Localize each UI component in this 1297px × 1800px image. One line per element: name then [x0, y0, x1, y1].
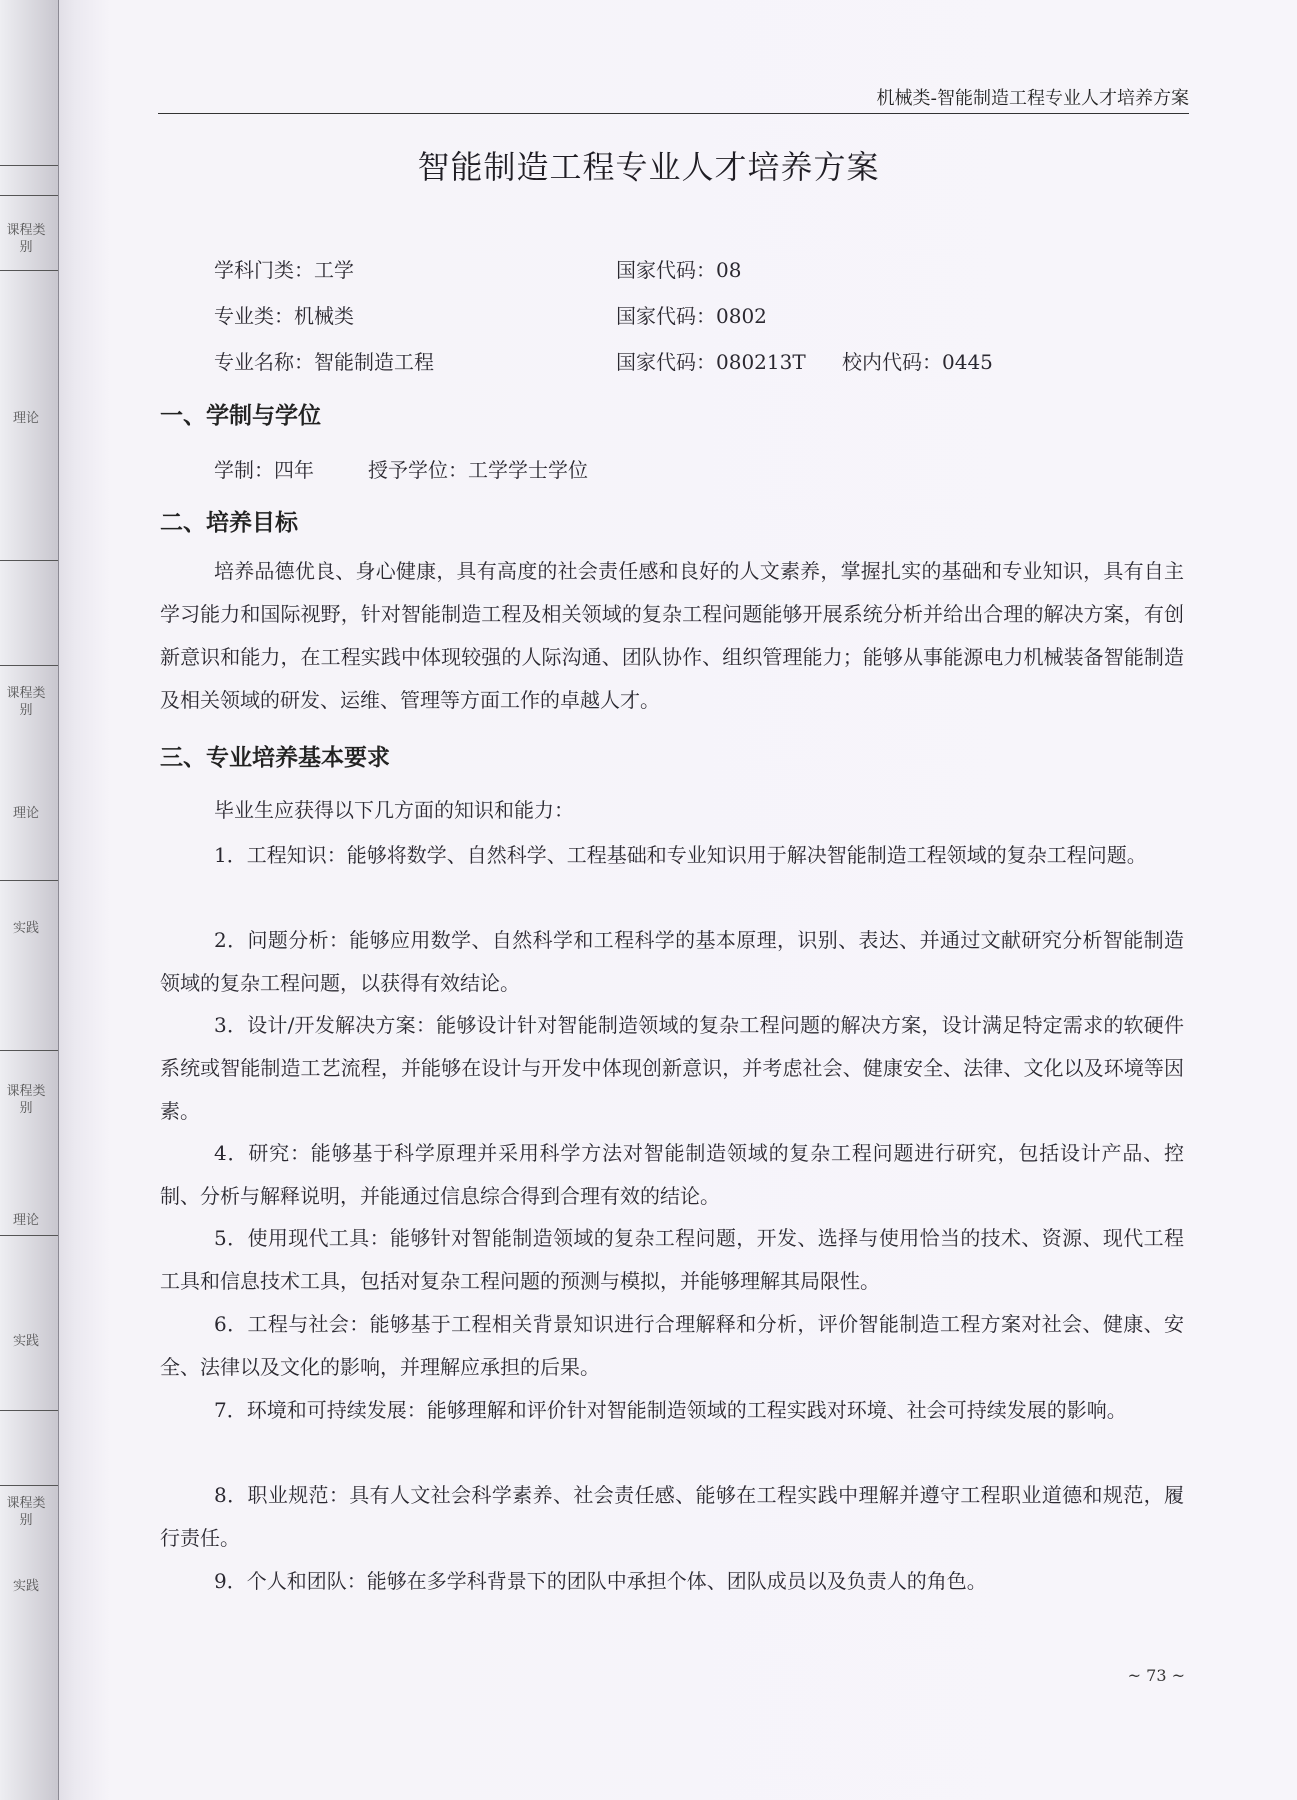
major-name: 专业名称：智能制造工程 [214, 350, 434, 374]
requirement-item: 1．工程知识：能够将数学、自然科学、工程基础和专业知识用于解决智能制造工程领域的复杂工程问题。 [214, 843, 1147, 867]
discipline-code: 国家代码：08 [616, 258, 742, 282]
requirement-item: 5．使用现代工具：能够针对智能制造领域的复杂工程问题，开发、选择与使用恰当的技术、资源、现代工程工具和信息技术工具，包括对复杂工程问题的预测与模拟，并能够理解其局限性。 [160, 1226, 1184, 1293]
binding-spine [0, 0, 59, 1800]
spine-tag: 课程类别 [6, 1084, 46, 1116]
requirement-item: 6．工程与社会：能够基于工程相关背景知识进行合理解释和分析，评价智能制造工程方案对社会、健康、安全、法律以及文化的影响，并理解应承担的后果。 [160, 1312, 1184, 1379]
spine-tag: 课程类别 [6, 1496, 46, 1528]
spine-tag: 理论 [12, 1213, 39, 1228]
discipline: 学科门类：工学 [214, 258, 354, 282]
major-class-code: 国家代码：0802 [616, 304, 767, 328]
spine-tag: 实践 [12, 921, 39, 936]
school-code: 校内代码：0445 [842, 350, 993, 374]
header-rule [158, 113, 1189, 114]
section-heading: 一、学制与学位 [160, 403, 321, 429]
degree: 授予学位：工学学士学位 [368, 458, 588, 482]
spine-tag: 理论 [12, 806, 39, 821]
requirement-item: 9．个人和团队：能够在多学科背景下的团队中承担个体、团队成员以及负责人的角色。 [214, 1569, 987, 1593]
running-header: 机械类-智能制造工程专业人才培养方案 [876, 88, 1189, 109]
intro-text: 毕业生应获得以下几方面的知识和能力： [214, 798, 574, 822]
spine-tag: 理论 [12, 411, 39, 426]
section-heading: 二、培养目标 [160, 510, 298, 536]
paragraph: 培养品德优良、身心健康，具有高度的社会责任感和良好的人文素养，掌握扎实的基础和专业知识，具有自主学习能力和国际视野，针对智能制造工程及相关领域的复杂工程问题能够开展系统分析并给出合理的解决方案，有创新意识和能力，在工程实践中体现较强的人际沟通、团队协作、组织管理能力；能够从事能源电力机械装备智能制造及相关领域的研发、运维、管理等方面工作的卓越人才。 [160, 559, 1184, 712]
requirement-item: 4．研究：能够基于科学原理并采用科学方法对智能制造领域的复杂工程问题进行研究，包括设计产品、控制、分析与解释说明，并能通过信息综合得到合理有效的结论。 [160, 1141, 1184, 1208]
spine-tag: 实践 [12, 1334, 39, 1349]
spine-tag: 课程类别 [6, 686, 46, 718]
spine-tag: 课程类别 [6, 223, 46, 255]
requirement-item: 3．设计/开发解决方案：能够设计针对智能制造领域的复杂工程问题的解决方案，设计满足特定需求的软硬件系统或智能制造工艺流程，并能够在设计与开发中体现创新意识，并考虑社会、健康安全、法律、文化以及环境等因素。 [160, 1013, 1184, 1123]
requirement-item: 8．职业规范：具有人文社会科学素养、社会责任感、能够在工程实践中理解并遵守工程职业道德和规范，履行责任。 [160, 1483, 1184, 1550]
page-title: 智能制造工程专业人才培养方案 [417, 148, 880, 186]
major-code: 国家代码：080213T [616, 350, 806, 374]
requirement-item: 7．环境和可持续发展：能够理解和评价针对智能制造领域的工程实践对环境、社会可持续发展的影响。 [214, 1398, 1127, 1422]
spine-tag: 实践 [12, 1579, 39, 1594]
requirement-item: 2．问题分析：能够应用数学、自然科学和工程科学的基本原理，识别、表达、并通过文献研究分析智能制造领域的复杂工程问题，以获得有效结论。 [160, 928, 1184, 995]
major-class: 专业类：机械类 [214, 304, 354, 328]
section-heading: 三、专业培养基本要求 [160, 745, 390, 771]
duration: 学制：四年 [214, 458, 314, 482]
page-number: ~ 73 ~ [1127, 1666, 1185, 1685]
